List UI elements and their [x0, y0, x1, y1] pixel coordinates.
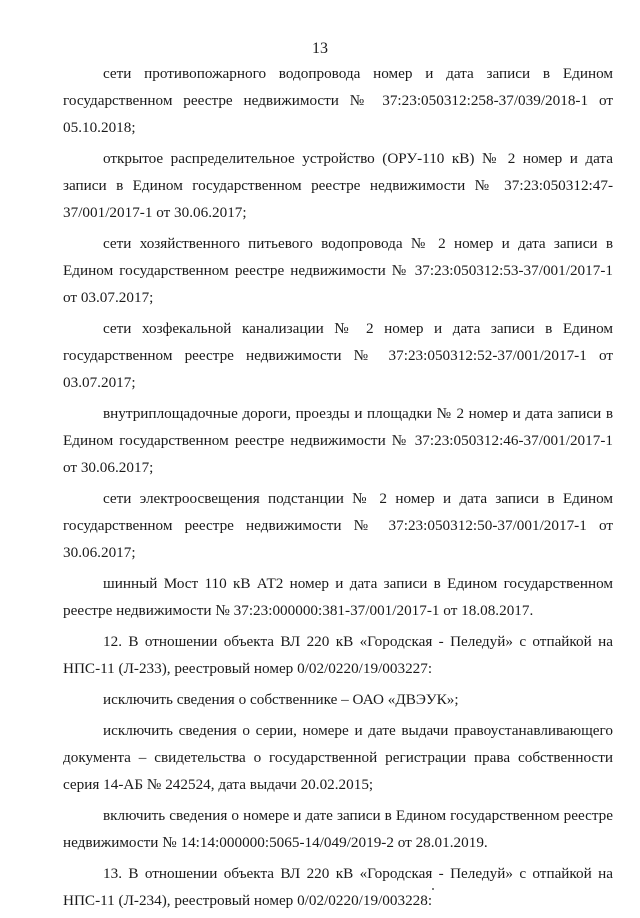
- document-body: [63, 60, 613, 918]
- scan-speck: [432, 888, 434, 890]
- paragraph: сети хозяйственного питьевого водопровода № 2 номер и дата записи в Едином государственном реестре недвижимости № 37:23:050312:53-37/001/2017-1 от 03.07.2017;: [63, 235, 613, 306]
- paragraph: шинный Мост 110 кВ АТ2 номер и дата записи в Едином государственном реестре недвижимости № 37:23:000000:381-37/001/2017-1 от 18.08.2017.: [63, 575, 613, 619]
- paragraph: сети хозфекальной канализации № 2 номер и дата записи в Едином государственном реестре недвижимости № 37:23:050312:52-37/001/2017-1 от 03.07.2017;: [63, 320, 613, 391]
- paragraph: открытое распределительное устройство (ОРУ-110 кВ) № 2 номер и дата записи в Едином государственном реестре недвижимости № 37:23:050312:47-37/001/2017-1 от 30.06.2017;: [63, 150, 613, 221]
- paragraph: исключить сведения о собственнике – ОАО «ДВЭУК»;: [103, 691, 459, 708]
- numbered-item-12: 12. В отношении объекта ВЛ 220 кВ «Городская - Пеледуй» с отпайкой на НПС-11 (Л-233), реестровый номер 0/02/0220/19/003227:: [63, 633, 613, 677]
- numbered-item-13: 13. В отношении объекта ВЛ 220 кВ «Городская - Пеледуй» с отпайкой на НПС-11 (Л-234), реестровый номер 0/02/0220/19/003228:: [63, 865, 613, 909]
- paragraph: сети электроосвещения подстанции № 2 номер и дата записи в Едином государственном реестре недвижимости № 37:23:050312:50-37/001/2017-1 от 30.06.2017;: [63, 490, 613, 561]
- paragraph: сети противопожарного водопровода номер и дата записи в Едином государственном реестре недвижимости № 37:23:050312:258-37/039/2018-1 от 05.10.2018;: [63, 65, 613, 136]
- paragraph: внутриплощадочные дороги, проезды и площадки № 2 номер и дата записи в Едином государственном реестре недвижимости № 37:23:050312:46-37/001/2017-1 от 30.06.2017;: [63, 405, 613, 476]
- page-number: 13: [312, 40, 328, 57]
- paragraph: включить сведения о номере и дате записи в Едином государственном реестре недвижимости № 14:14:000000:5065-14/049/2019-2 от 28.01.2019.: [63, 807, 613, 851]
- paragraph: исключить сведения о серии, номере и дате выдачи правоустанавливающего документа – свидетельства о государственной регистрации права собственности серия 14-АБ № 242524, дата выдачи 20.02.2015;: [63, 722, 613, 793]
